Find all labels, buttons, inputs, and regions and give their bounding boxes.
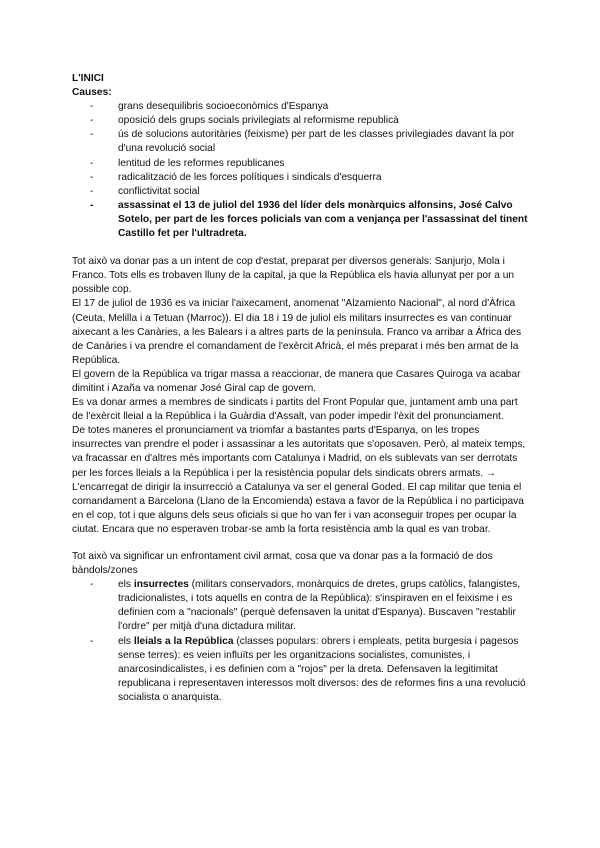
list-item: - lentitud de les reformes republicanes <box>72 157 528 171</box>
list-item: - oposició dels grups socials privilegiats al reformisme republicà <box>72 114 528 128</box>
paragraph: El govern de la República va trigar massa a reaccionar, de manera que Casares Quiroga va acabar dimitint i Azaña va nomenar José Giral cap de govern. <box>72 368 521 394</box>
list-item: - ús de solucions autoritàries (feixisme) per part de les classes privilegiades davant la por d'una revolució social <box>72 128 528 156</box>
causes-list <box>72 100 528 241</box>
paragraph: Tot això va significar un enfrontament civil armat, cosa que va donar pas a la formació de dos bàndols/zones <box>72 551 493 577</box>
paragraph: Tot això va donar pas a un intent de cop d'estat, preparat per diversos generals: Sanjurjo, Mola i Franco. Tots ells es trobaven lluny de la capital, ja que la República els havia allunyat per por a un possible cop. <box>72 256 515 296</box>
list-item: - els insurrectes (militars conservadors, monàrquics de dretes, grups catòlics, falangistes, tradicionalistes, i tots aquells en contra de la República): s'inspiraven en el feixisme i es definien com a "nacionals" (perquè defensaven la unitat d'Espanya). Buscaven "restablir l'ordre" per mitjà d'una dictadura militar. <box>72 578 528 634</box>
document-body <box>72 72 528 705</box>
side-term: lleials a la República <box>133 635 234 647</box>
side-term: insurrectes <box>133 579 189 591</box>
list-item: - grans desequilibris socioeconòmics d'Espanya <box>72 100 528 114</box>
list-item: - assassinat el 13 de juliol del 1936 del líder dels monàrquics alfonsins, José Calvo Sotelo, per part de les forces policials van com a venjança per l'assassinat del tinent Castillo fet per l'ultradreta. <box>72 199 528 241</box>
paragraph: El 17 de juliol de 1936 es va iniciar l'aixecament, anomenat "Alzamiento Nacional", al nord d'Àfrica (Ceuta, Melilla i a Tetuan (Marroc)). El dia 18 i 19 de juliol els militars insurrectes es van continuar aixecant a les Canàries, a les Balears i a altres parts de la península. Franco va arribar a Àfrica des de Canàries i va prendre el comandament de l'exèrcit Africà, el més preparat i més ben armat de la República. <box>72 298 522 366</box>
causes-heading: Causes: <box>72 87 112 99</box>
sides-list <box>72 578 528 705</box>
paragraph: Es va donar armes a membres de sindicats i partits del Front Popular que, juntament amb una part de l'exèrcit lleial a la República i la Guàrdia d'Assalt, van poder impedir l'èxit del pronunciament. <box>72 397 518 423</box>
list-item: - els lleials a la República (classes populars: obrers i empleats, petita burgesia i pagesos sense terres): es veien influïts per les organitzacions socialistes, comunistes, i anarcosindicalistes, i es definien com a "rojos" per la dreta. Defensaven la legitimitat republicana i representaven interessos molt diversos: des de reformes fins a una revolució socialista o anarquista. <box>72 635 528 705</box>
list-item: - conflictivitat social <box>72 185 528 199</box>
list-item: - radicalització de les forces polítiques i sindicals d'esquerra <box>72 171 528 185</box>
page-title: L'INICI <box>72 73 104 84</box>
paragraph: De totes maneres el pronunciament va triomfar a bastantes parts d'Espanya, on les tropes insurrectes van prendre el poder i assassinar a les autoritats que s'oposaven. Però, al mateix temps, va fracassar en d'altres més importants com Catalunya i Madrid, on els sublevats van ser derrotats per les forces lleials a la República i per la resistència popular dels sindicats obrers armats. → L'encarregat de dirigir la insurrecció a Catalunya va ser el general Goded. El cap militar que tenia el comandament a Barcelona (Llano de la Encomienda) estava a favor de la República i no participava en el cop, tot i que alguns dels seus oficials si que ho van fer i van aconseguir tropes per ocupar la ciutat. Encara que no esperaven trobar-se amb la forta resistència amb la qual es van trobar. <box>72 425 526 535</box>
